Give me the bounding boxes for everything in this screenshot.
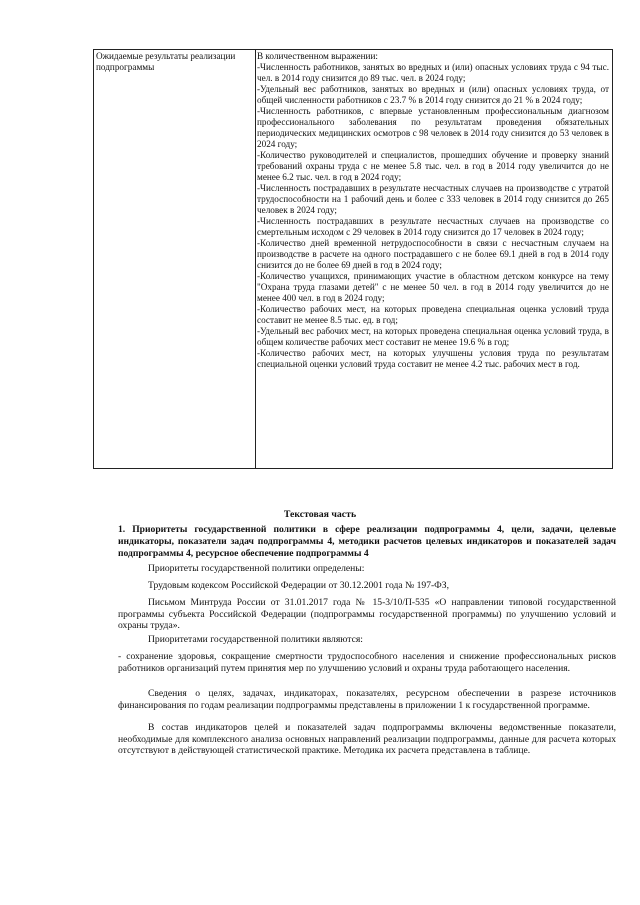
result-item: -Количество руководителей и специалистов, прошедших обучение и проверку знаний требований охраны труда с не менее 5.8 тыс. чел. в год в 2014 году увеличится до не менее 6.2 тыс. чел. в год в 2024 году;: [257, 150, 609, 182]
section-heading: 1. Приоритеты государственной политики в сфере реализации подпрограммы 4, цели, задачи, целевые индикаторы, показатели задач подпрограммы 4, методики расчетов целевых индикаторов и показателей задач подпрограммы 4, ресурсное обеспечение подпрограммы 4: [118, 524, 616, 559]
result-item: -Количество учащихся, принимающих участие в областном детском конкурсе на тему "Охрана труда глазами детей" с не менее 50 чел. в год в 2014 году увеличится до не менее 400 чел. в год в 2024 году;: [257, 271, 609, 303]
paragraph: Приоритеты государственной политики определены:: [148, 563, 365, 574]
result-item: -Численность пострадавших в результате несчастных случаев на производстве с утратой трудоспособности на 1 рабочий день и более с 333 человек в 2014 году снизится до 265 человек в 2024 году;: [257, 183, 609, 215]
result-item: -Удельный вес рабочих мест, на которых проведена специальная оценка условий труда, в общем количестве рабочих мест составит не менее 19.6 % в год;: [257, 326, 609, 347]
section-title: Текстовая часть: [283, 509, 357, 520]
results-values-cell: [256, 50, 612, 468]
paragraph: Сведения о целях, задачах, индикаторах, показателях, ресурсном обеспечении в разрезе источников финансирования по годам реализации подпрограммы представлены в приложении 1 к государственной программе.: [118, 688, 616, 711]
result-item: -Удельный вес работников, занятых во вредных и (или) опасных условиях труда, от общей численности работников с 23.7 % в 2014 году снизится до 21 % в 2024 году;: [257, 84, 609, 105]
result-item: -Численность работников, занятых во вредных и (или) опасных условиях труда с 94 тыс. чел. в 2014 году снизится до 89 тыс. чел. в 2024 году;: [257, 62, 609, 83]
result-item: -Численность работников, с впервые установленным профессиональным диагнозом профессионального заболевания по результатам проведения обязательных периодических медицинских осмотров с 98 человек в 2014 году снизится до 53 человек в 2024 году;: [257, 106, 609, 149]
paragraph: Письмом Минтруда России от 31.01.2017 года № 15-3/10/П-535 «О направлении типовой государственной программы субъекта Российской Федерации (подпрограммы государственной программы) по улучшению условий и охраны труда».: [118, 597, 616, 631]
result-item: -Количество рабочих мест, на которых проведена специальная оценка условий труда составит не менее 8.5 тыс. ед. в год;: [257, 304, 609, 325]
paragraph: Приоритетами государственной политики являются:: [148, 634, 363, 645]
paragraph: - сохранение здоровья, сокращение смертности трудоспособного населения и снижение профессиональных рисков работников организаций путем принятия мер по улучшению условий и охраны труда работающего населения.: [118, 651, 616, 674]
result-item: -Количество рабочих мест, на которых улучшены условия труда по результатам специальной оценки условий труда составит не менее 4.2 тыс. рабочих мест в год.: [257, 348, 609, 369]
results-label-cell: [94, 50, 256, 468]
result-item: В количественном выражении:: [257, 51, 378, 61]
result-item: -Численность пострадавших в результате несчастных случаев на производстве со смертельным исходом с 29 человек в 2014 году снизится до 17 человек в 2024 году;: [257, 216, 609, 237]
result-item: -Количество дней временной нетрудоспособности в связи с несчастным случаем на производстве в расчете на одного пострадавшего с не более 69.1 дней в год в 2014 году снизится до не более 69 дней в год в 2024 году;: [257, 238, 609, 270]
results-table: [93, 49, 613, 469]
paragraph: Трудовым кодексом Российской Федерации от 30.12.2001 года № 197-ФЗ,: [148, 580, 449, 591]
results-label: Ожидаемые результаты реализации подпрограммы: [96, 51, 236, 72]
paragraph: В состав индикаторов целей и показателей задач подпрограммы включены ведомственные показатели, необходимые для комплексного анализа основных направлений реализации подпрограммы, данные для расчета которых отсутствуют в действующей статистической практике. Методика их расчета представлена в таблице.: [118, 722, 616, 756]
